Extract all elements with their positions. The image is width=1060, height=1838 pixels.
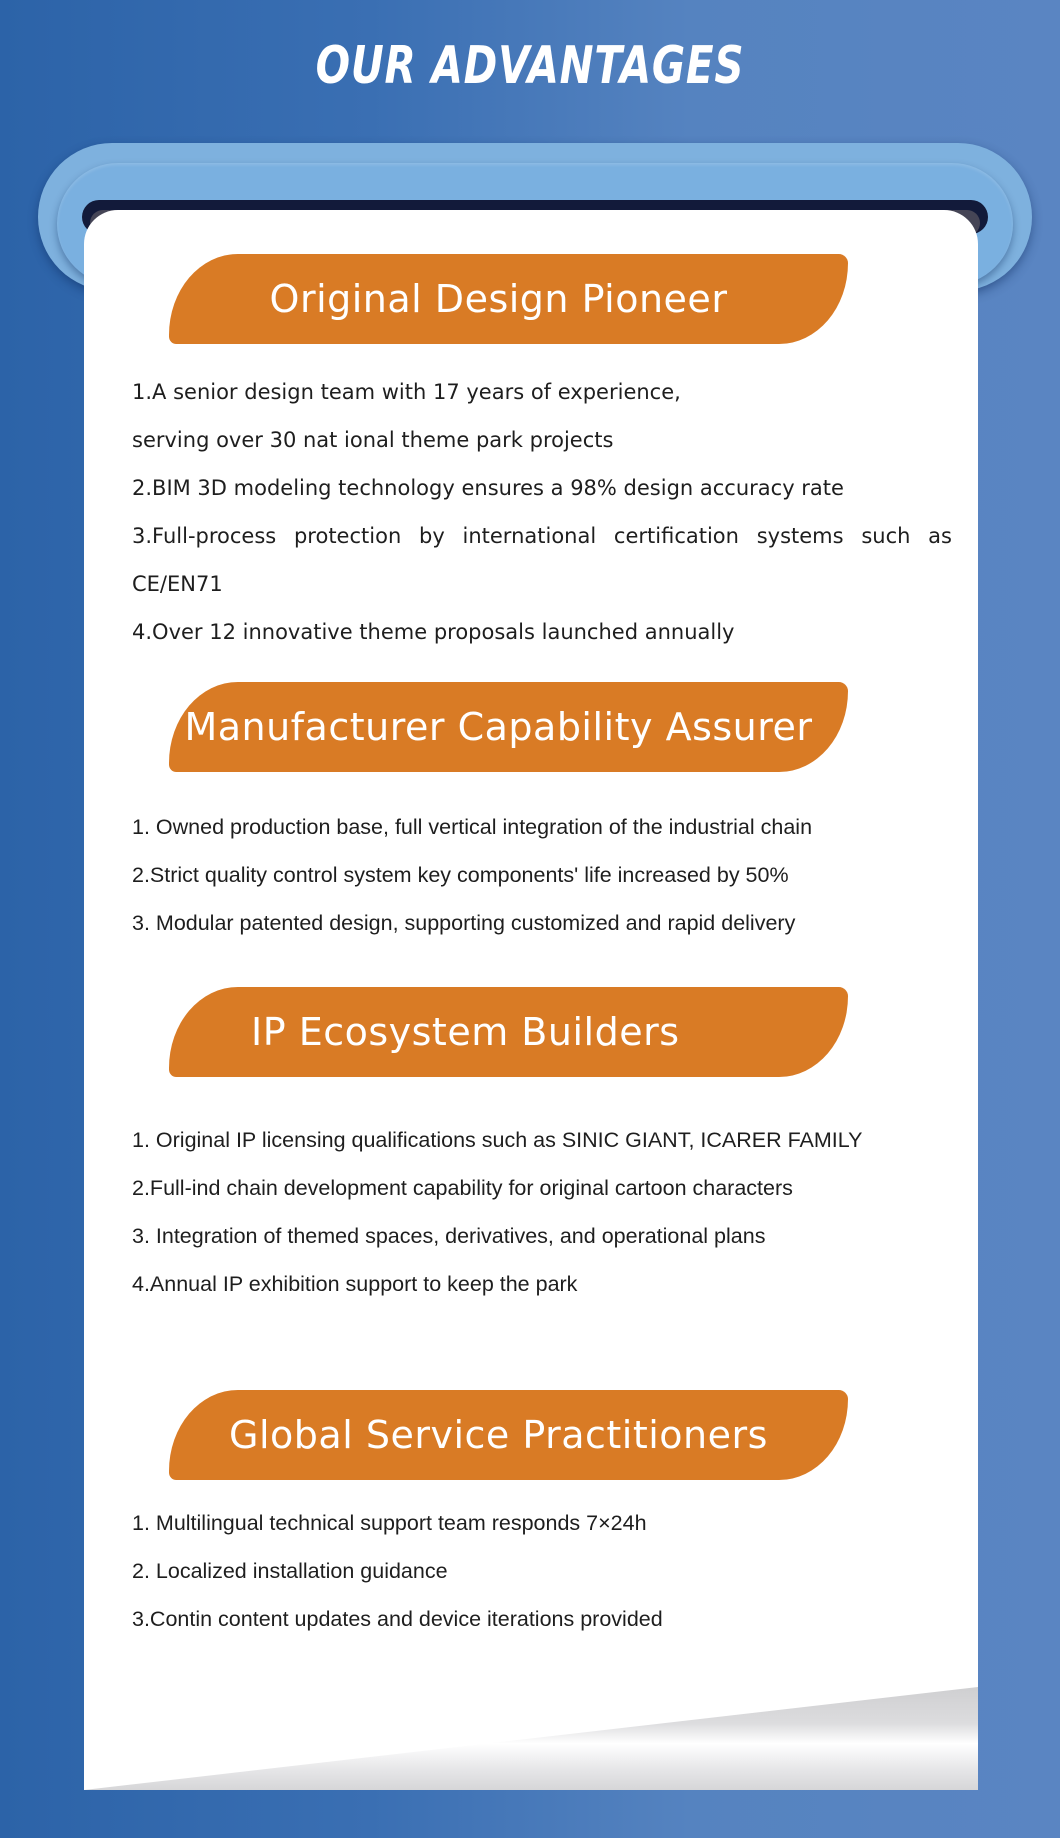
list-item: 2.Strict quality control system key components' life increased by 50% bbox=[132, 863, 789, 887]
section-heading: Original Design Pioneer bbox=[269, 277, 728, 321]
list-item: CE/EN71 bbox=[132, 572, 223, 596]
section-list-original-design bbox=[132, 368, 952, 656]
list-item: 1.A senior design team with 17 years of experience, bbox=[132, 380, 681, 404]
list-item: 4.Over 12 innovative theme proposals launched annually bbox=[132, 620, 735, 644]
advantages-paper bbox=[84, 210, 978, 1790]
list-item: 3. Integration of themed spaces, derivatives, and operational plans bbox=[132, 1224, 766, 1248]
list-item: 2.Full-ind chain development capability for original cartoon characters bbox=[132, 1176, 793, 1200]
section-heading: IP Ecosystem Builders bbox=[251, 1010, 680, 1054]
section-banner-manufacturer-capability bbox=[169, 682, 848, 772]
paper-curl-shadow bbox=[84, 1687, 978, 1790]
list-item: 3. Modular patented design, supporting customized and rapid delivery bbox=[132, 911, 796, 935]
section-banner-original-design bbox=[169, 254, 848, 344]
section-list-manufacturer-capability bbox=[132, 803, 952, 947]
list-item: serving over 30 nat ional theme park projects bbox=[132, 428, 614, 452]
section-heading: Manufacturer Capability Assurer bbox=[184, 705, 813, 749]
list-item: 1. Original IP licensing qualifications such as SINIC GIANT, ICARER FAMILY bbox=[132, 1128, 863, 1152]
list-item: 2.BIM 3D modeling technology ensures a 98% design accuracy rate bbox=[132, 476, 844, 500]
section-banner-ip-ecosystem bbox=[169, 987, 848, 1077]
list-item: 3.Full-process protection by international certification systems such as bbox=[132, 524, 952, 548]
list-item: 2. Localized installation guidance bbox=[132, 1559, 448, 1583]
list-item: 1. Multilingual technical support team responds 7×24h bbox=[132, 1511, 647, 1535]
list-item: 3.Contin content updates and device iterations provided bbox=[132, 1607, 663, 1631]
section-list-global-service bbox=[132, 1499, 952, 1643]
section-banner-global-service bbox=[169, 1390, 848, 1480]
section-list-ip-ecosystem bbox=[132, 1116, 952, 1308]
list-item: 4.Annual IP exhibition support to keep the park bbox=[132, 1272, 578, 1296]
section-heading: Global Service Practitioners bbox=[229, 1413, 768, 1457]
list-item: 1. Owned production base, full vertical integration of the industrial chain bbox=[132, 815, 813, 839]
page-title: OUR ADVANTAGES bbox=[315, 36, 745, 96]
